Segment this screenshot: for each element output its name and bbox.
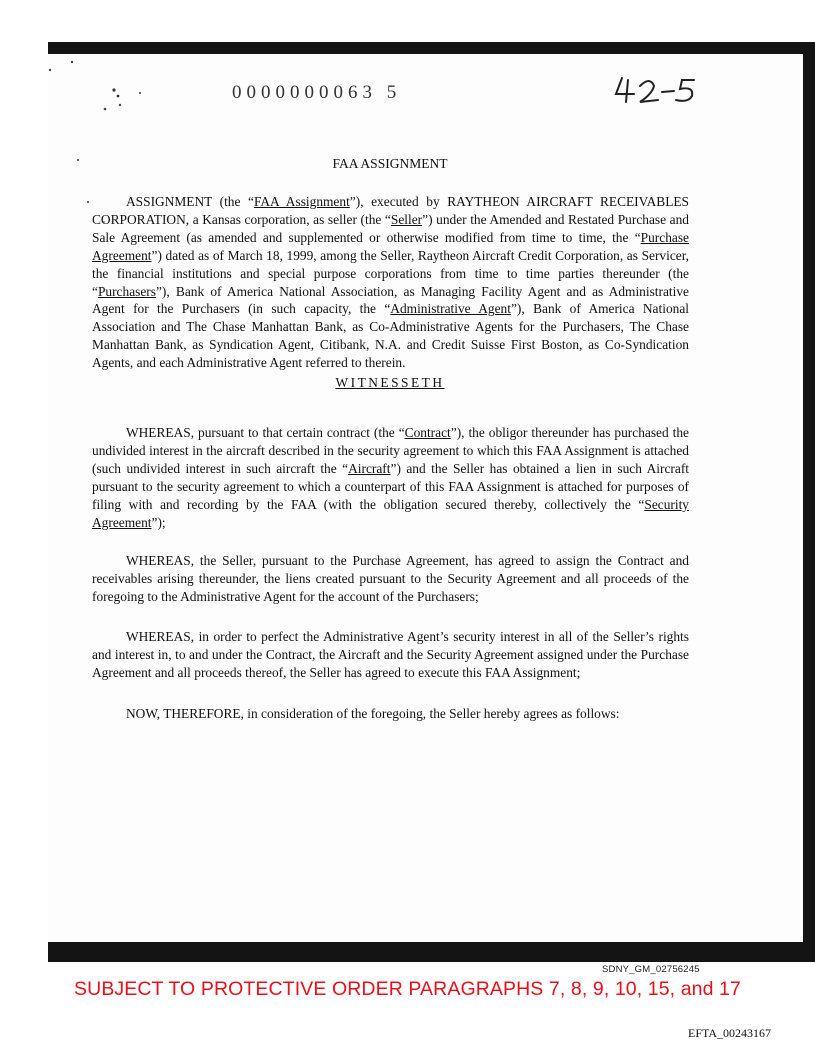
defined-term: Security Agreement: [92, 496, 689, 530]
bates-number: SDNY_GM_02756245: [602, 964, 700, 975]
text-run: ”), Bank of America National Association and The Chase Manhattan Bank, as Co-Administrative Agents for the Purchasers, The Chase Manhattan Bank, as Syndication Agent, Citibank, N.A. and Credit Suisse First Boston, as Co-Syndication Agents, and each Administrative Agent referred to therein.: [92, 301, 689, 371]
whereas-assign-paragraph: WHEREAS, the Seller, pursuant to the Purchase Agreement, has agreed to assign the Contract and receivables arising thereunder, the liens created pursuant to the Security Agreement and all proceeds of the foregoing to the Administrative Agent for the account of the Purchasers;: [92, 553, 689, 604]
efta-number: EFTA_00243167: [688, 1026, 772, 1040]
defined-term: Seller: [390, 211, 423, 227]
text-run: ”), executed by RAYTHEON AIRCRAFT RECEIVABLES CORPORATION, a Kansas corporation, as seller (the “: [92, 194, 689, 227]
witnesseth-heading: WITNESSETH: [335, 375, 445, 390]
protective-order-notice: SUBJECT TO PROTECTIVE ORDER PARAGRAPHS 7, 8, 9, 10, 15, and 17: [74, 978, 741, 1000]
defined-term: FAA Assignment: [253, 194, 350, 209]
defined-term: Contract: [404, 425, 451, 440]
text-run: ”) dated as of March 18, 1999, among the Seller, Raytheon Aircraft Credit Corporation, as Servicer, the financial institutions and special purpose corporations from time to time parties thereunder (the “: [92, 247, 689, 299]
text-run: ASSIGNMENT (the “: [126, 194, 254, 209]
document-title: FAA ASSIGNMENT: [332, 156, 448, 171]
scan-border-bottom: [48, 942, 815, 962]
text-run: ”);: [151, 514, 166, 530]
text-run: ”) under the Amended and Restated Purchase and Sale Agreement (as amended and supplemented or otherwise modified from time to time, the “: [92, 211, 689, 245]
text-run: ”), the obligor thereunder has purchased the undivided interest in the aircraft described in the security agreement to which this FAA Assignment is attached (such undivided interest in such aircraft the “: [92, 425, 689, 476]
text-run: ”), Bank of America National Association, as Managing Facility Agent and as Administrative Agent for the Purchasers (in such capacity, the “: [92, 283, 689, 317]
handwritten-note: [614, 72, 724, 106]
assignment-paragraph: [92, 193, 689, 372]
text-run: WHEREAS, pursuant to that certain contract (the “: [126, 425, 405, 440]
now-therefore-paragraph: NOW, THEREFORE, in consideration of the foregoing, the Seller hereby agrees as follows:: [126, 706, 620, 721]
whereas-perfect-paragraph: WHEREAS, in order to perfect the Administrative Agent’s security interest in all of the Seller’s rights and interest in, to and under the Contract, the Aircraft and the Security Agreement assigned under the Purchase Agreement and all proceeds thereof, the Seller has agreed to execute this FAA Assignment;: [92, 629, 689, 680]
defined-term: Purchase Agreement: [92, 229, 689, 263]
whereas-contract-paragraph: [92, 424, 689, 531]
text-run: ”) and the Seller has obtained a lien in such Aircraft pursuant to the security agreement to which a counterpart of this FAA Assignment is attached for purposes of filing with and recording by the FAA (with the obligation secured thereby, collectively the “: [92, 460, 689, 512]
defined-term: Administrative Agent: [390, 301, 511, 317]
defined-term: Aircraft: [348, 460, 391, 476]
defined-term: Purchasers: [97, 283, 156, 299]
doc-number: 0000000063 5: [232, 82, 402, 103]
